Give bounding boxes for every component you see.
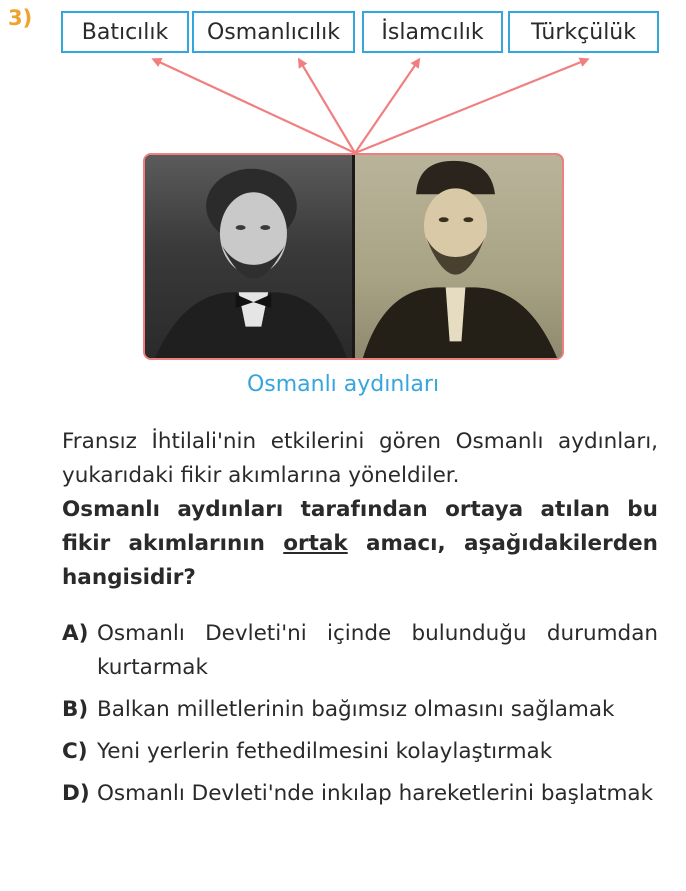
answer-options: [62, 617, 658, 819]
option-a[interactable]: [62, 617, 658, 685]
ideology-box-osmanlicilik: Osmanlıcılık: [192, 11, 355, 53]
option-letter: D): [62, 781, 90, 806]
option-b[interactable]: [62, 693, 658, 727]
ideology-box-islamcilik: İslamcılık: [362, 11, 503, 53]
arrow-to-baticilik: [155, 60, 355, 153]
photo-caption: Osmanlı aydınları: [246, 372, 440, 397]
option-text: Balkan milletlerinin bağımsız olmasını sağlamak: [97, 697, 615, 722]
portrait-left: [145, 155, 352, 358]
arrows-diagram: [0, 0, 686, 160]
question-stem: [62, 493, 658, 595]
option-c[interactable]: [62, 735, 658, 769]
option-text: Yeni yerlerin fethedilmesini kolaylaştırmak: [97, 739, 553, 764]
ideology-box-baticilik: Batıcılık: [61, 11, 189, 53]
question-underlined-word: ortak: [283, 531, 348, 556]
intro-paragraph: Fransız İhtilali'nin etkilerini gören Osmanlı aydınları, yukarıdaki fikir akımlarına yöneldiler.: [62, 429, 658, 488]
question-text-after: amacı, aşağıdakilerden hangisidir?: [62, 531, 658, 590]
option-text: Osmanlı Devleti'ni içinde bulunduğu durumdan kurtarmak: [97, 621, 658, 680]
question-number: 3): [8, 6, 33, 30]
option-letter: C): [62, 739, 88, 764]
option-d[interactable]: [62, 777, 658, 811]
arrow-to-turkculuk: [355, 60, 586, 153]
question-text-before: Osmanlı aydınları tarafından ortaya atılan bu fikir akımlarının: [62, 497, 658, 556]
ideology-box-turkculuk: Türkçülük: [508, 11, 659, 53]
option-letter: B): [62, 697, 89, 722]
option-letter: A): [62, 621, 89, 646]
portrait-right: [355, 155, 562, 358]
portrait-photos: [143, 153, 564, 360]
option-text: Osmanlı Devleti'nde inkılap hareketlerini başlatmak: [97, 781, 654, 806]
